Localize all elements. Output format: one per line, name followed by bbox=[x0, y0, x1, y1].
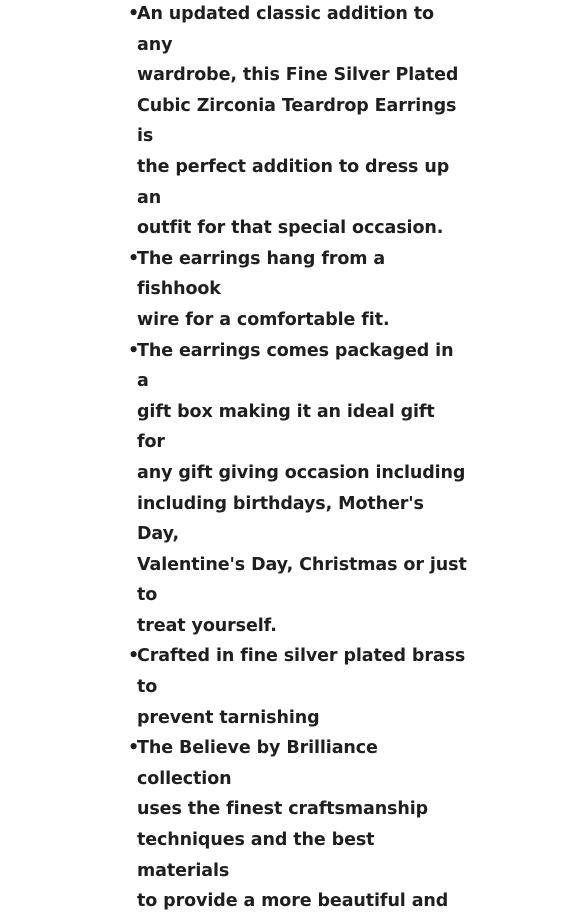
feature-bullet-item bbox=[128, 336, 468, 642]
feature-bullet-text: Crafted in fine silver plated brass to prevent tarnishing bbox=[137, 646, 466, 728]
feature-bullet-text: The earrings hang from a fishhook wire for a comfortable fit. bbox=[137, 248, 390, 330]
bullet-icon: • bbox=[128, 248, 140, 269]
bullet-icon: • bbox=[128, 646, 140, 667]
feature-bullet-text: An updated classic addition to any wardrobe, this Fine Silver Plated Cubic Zirconia Teardrop Earrings is the perfect addition to dress up an outfit for that special occasion. bbox=[137, 4, 459, 239]
bullet-icon: • bbox=[128, 340, 140, 361]
feature-bullet-item bbox=[128, 641, 468, 733]
bullet-icon: • bbox=[128, 4, 140, 24]
product-description bbox=[128, 0, 468, 917]
bullet-icon: • bbox=[128, 738, 140, 759]
feature-bullet-item bbox=[128, 0, 468, 244]
feature-bullet-text: The earrings comes packaged in a gift box making it an ideal gift for any gift giving occasion including including birthdays, Mother's Day, Valentine's Day, Christmas or just to treat yourself. bbox=[137, 340, 467, 636]
feature-bullet-item bbox=[128, 733, 468, 917]
feature-bullet-text: The Believe by Brilliance collection uses the finest craftsmanship techniques and the best materials to provide a more beautiful and bbox=[137, 738, 449, 912]
feature-bullet-list bbox=[128, 0, 468, 917]
feature-bullet-item bbox=[128, 244, 468, 336]
